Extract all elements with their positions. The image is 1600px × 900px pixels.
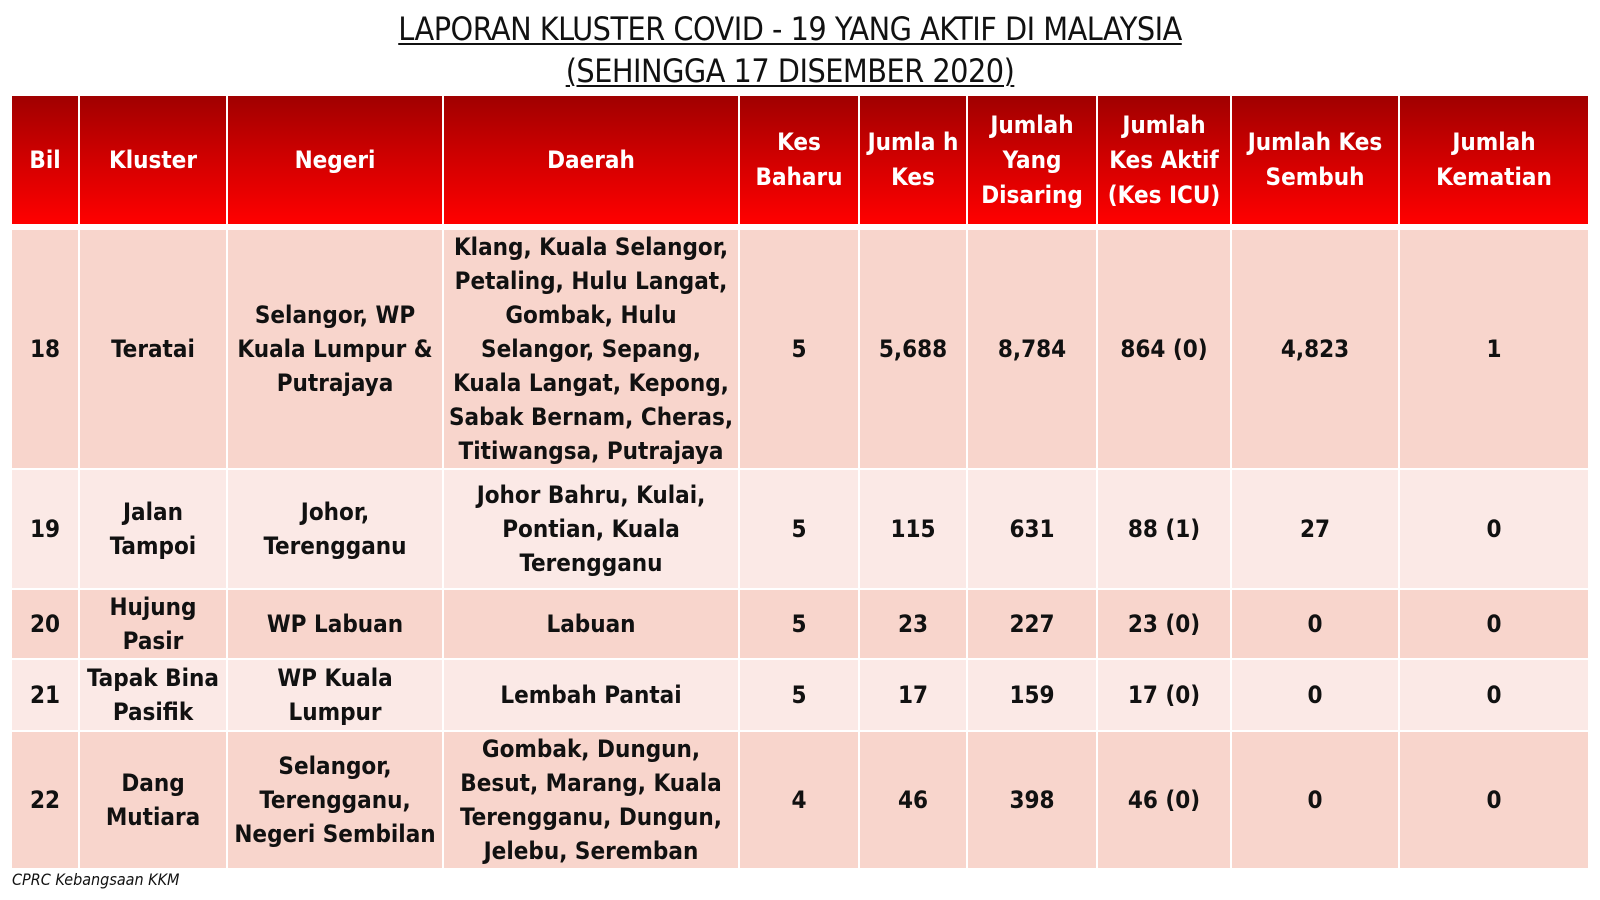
cell-kematian: 1 — [1399, 227, 1589, 469]
cell-kes-aktif: 88 (1) — [1097, 469, 1231, 589]
cell-kematian: 0 — [1399, 469, 1589, 589]
table-row — [11, 227, 1589, 469]
cell-daerah: Klang, Kuala Selangor, Petaling, Hulu Langat, Gombak, Hulu Selangor, Sepang, Kuala Langat, Kepong, Sabak Bernam, Cheras, Titiwangsa, Putrajaya — [443, 227, 739, 469]
cell-bil: 22 — [11, 731, 79, 869]
header-negeri: Negeri — [227, 95, 443, 227]
cell-kluster: Hujung Pasir — [79, 589, 227, 659]
cell-kes-aktif: 864 (0) — [1097, 227, 1231, 469]
cell-daerah: Gombak, Dungun, Besut, Marang, Kuala Terengganu, Dungun, Jelebu, Seremban — [443, 731, 739, 869]
header-jumlah-disaring: Jumlah Yang Disaring — [967, 95, 1097, 227]
header-daerah: Daerah — [443, 95, 739, 227]
source-credit: CPRC Kebangsaan KKM — [12, 870, 180, 889]
cell-kes-aktif: 17 (0) — [1097, 659, 1231, 731]
cell-kes-baharu: 5 — [739, 469, 859, 589]
cell-bil: 21 — [11, 659, 79, 731]
cell-kes-baharu: 5 — [739, 227, 859, 469]
cell-negeri: Johor, Terengganu — [227, 469, 443, 589]
cell-kes-aktif: 46 (0) — [1097, 731, 1231, 869]
table-row — [11, 589, 1589, 659]
header-row — [11, 95, 1589, 227]
cell-kes-sembuh: 27 — [1231, 469, 1399, 589]
cell-kluster: Teratai — [79, 227, 227, 469]
cell-kes-baharu: 5 — [739, 589, 859, 659]
table-row — [11, 659, 1589, 731]
cell-kes-baharu: 5 — [739, 659, 859, 731]
cell-jumlah-disaring: 631 — [967, 469, 1097, 589]
header-jumlah-kes: Jumla h Kes — [859, 95, 967, 227]
table-row — [11, 469, 1589, 589]
header-kematian: Jumlah Kematian — [1399, 95, 1589, 227]
cell-kes-baharu: 4 — [739, 731, 859, 869]
cell-kluster: Tapak Bina Pasifik — [79, 659, 227, 731]
header-kes-sembuh: Jumlah Kes Sembuh — [1231, 95, 1399, 227]
cell-jumlah-kes: 5,688 — [859, 227, 967, 469]
cell-jumlah-kes: 115 — [859, 469, 967, 589]
cell-kematian: 0 — [1399, 659, 1589, 731]
cell-daerah: Lembah Pantai — [443, 659, 739, 731]
header-bil: Bil — [11, 95, 79, 227]
header-kluster: Kluster — [79, 95, 227, 227]
cell-bil: 20 — [11, 589, 79, 659]
cell-daerah: Labuan — [443, 589, 739, 659]
header-kes-baharu: Kes Baharu — [739, 95, 859, 227]
cell-kematian: 0 — [1399, 589, 1589, 659]
cell-bil: 19 — [11, 469, 79, 589]
cell-negeri: WP Labuan — [227, 589, 443, 659]
cell-negeri: Selangor, WP Kuala Lumpur & Putrajaya — [227, 227, 443, 469]
cluster-table — [10, 94, 1590, 870]
title-line-2: (SEHINGGA 17 DISEMBER 2020) — [565, 52, 1015, 90]
cell-jumlah-kes: 23 — [859, 589, 967, 659]
title-line-1: LAPORAN KLUSTER COVID - 19 YANG AKTIF DI MALAYSIA — [398, 10, 1182, 48]
table-row — [11, 731, 1589, 869]
cell-kes-sembuh: 0 — [1231, 659, 1399, 731]
cell-jumlah-disaring: 8,784 — [967, 227, 1097, 469]
cell-jumlah-disaring: 398 — [967, 731, 1097, 869]
cell-jumlah-kes: 46 — [859, 731, 967, 869]
cell-negeri: WP Kuala Lumpur — [227, 659, 443, 731]
cell-kes-aktif: 23 (0) — [1097, 589, 1231, 659]
cell-kes-sembuh: 0 — [1231, 589, 1399, 659]
report-title — [0, 8, 1580, 92]
cell-bil: 18 — [11, 227, 79, 469]
cell-kes-sembuh: 0 — [1231, 731, 1399, 869]
header-kes-aktif: Jumlah Kes Aktif (Kes ICU) — [1097, 95, 1231, 227]
cell-kluster: Jalan Tampoi — [79, 469, 227, 589]
cell-negeri: Selangor, Terengganu, Negeri Sembilan — [227, 731, 443, 869]
cell-jumlah-disaring: 159 — [967, 659, 1097, 731]
cell-jumlah-disaring: 227 — [967, 589, 1097, 659]
cell-daerah: Johor Bahru, Kulai, Pontian, Kuala Terengganu — [443, 469, 739, 589]
cell-kes-sembuh: 4,823 — [1231, 227, 1399, 469]
cell-kluster: Dang Mutiara — [79, 731, 227, 869]
cell-jumlah-kes: 17 — [859, 659, 967, 731]
cell-kematian: 0 — [1399, 731, 1589, 869]
